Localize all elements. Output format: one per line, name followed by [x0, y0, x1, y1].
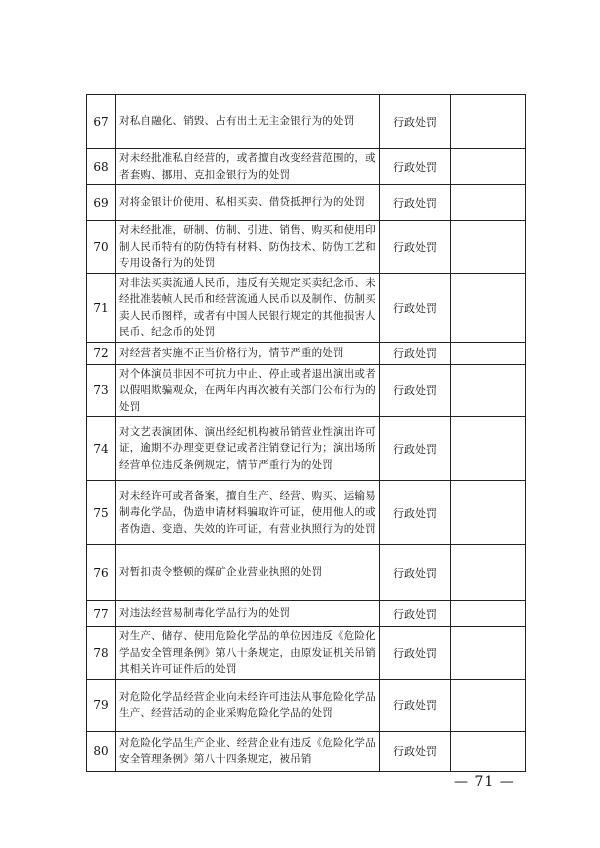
- row-description: 对未经批准，研制、仿制、引进、销售、购买和使用印制人民币特有的防伪特有材料、防伪技术、防伪工艺和专用设备行为的处罚: [116, 221, 380, 274]
- row-type: 行政处罚: [380, 481, 451, 545]
- row-description: 对违法经营易制毒化学品行为的处罚: [116, 601, 380, 627]
- row-type: 行政处罚: [380, 545, 451, 601]
- row-blank-cell: [451, 364, 526, 417]
- row-number: 68: [87, 149, 116, 185]
- row-description: 对未经批准私自经营的，或者擅自改变经营范围的，或者套购、挪用、克扣金银行为的处罚: [116, 149, 380, 185]
- table-row: [87, 342, 526, 364]
- row-number: 73: [87, 364, 116, 417]
- row-type: 行政处罚: [380, 627, 451, 680]
- row-blank-cell: [451, 417, 526, 481]
- row-type: 行政处罚: [380, 417, 451, 481]
- row-blank-cell: [451, 481, 526, 545]
- row-number: 80: [87, 731, 116, 771]
- row-description: 对暂扣责令整顿的煤矿企业营业执照的处罚: [116, 545, 380, 601]
- row-type: 行政处罚: [380, 221, 451, 274]
- row-number: 78: [87, 627, 116, 680]
- row-type: 行政处罚: [380, 273, 451, 342]
- row-description: 对文艺表演团体、演出经纪机构被吊销营业性演出许可证，逾期不办理变更登记或者注销登记行为；演出场所经营单位违反条例规定，情节严重行为的处罚: [116, 417, 380, 481]
- row-blank-cell: [451, 273, 526, 342]
- table-row: [87, 149, 526, 185]
- row-description: 对经营者实施不正当价格行为，情节严重的处罚: [116, 342, 380, 364]
- row-description: 对个体演员非因不可抗力中止、停止或者退出演出或者以假唱欺骗观众，在两年内再次被有关部门公布行为的处罚: [116, 364, 380, 417]
- row-blank-cell: [451, 601, 526, 627]
- row-blank-cell: [451, 545, 526, 601]
- row-description: 对危险化学品经营企业向未经许可违法从事危险化学品生产、经营活动的企业采购危险化学品的处罚: [116, 679, 380, 731]
- row-blank-cell: [451, 627, 526, 680]
- row-number: 75: [87, 481, 116, 545]
- row-type: 行政处罚: [380, 601, 451, 627]
- row-number: 77: [87, 601, 116, 627]
- row-description: 对私自融化、销毁、占有出土无主金银行为的处罚: [116, 95, 380, 149]
- row-number: 72: [87, 342, 116, 364]
- row-type: 行政处罚: [380, 731, 451, 771]
- row-type: 行政处罚: [380, 185, 451, 221]
- row-type: 行政处罚: [380, 95, 451, 149]
- table-row: [87, 221, 526, 274]
- row-description: 对将金银计价使用、私相买卖、借贷抵押行为的处罚: [116, 185, 380, 221]
- row-number: 79: [87, 679, 116, 731]
- table-row: [87, 679, 526, 731]
- row-blank-cell: [451, 221, 526, 274]
- enforcement-items-table: [86, 94, 526, 772]
- row-description: 对未经许可或者备案，擅自生产、经营、购买、运输易制毒化学品，伪造申请材料骗取许可证，使用他人的或者伪造、变造、失效的许可证，有营业执照行为的处罚: [116, 481, 380, 545]
- row-blank-cell: [451, 679, 526, 731]
- row-blank-cell: [451, 149, 526, 185]
- row-number: 70: [87, 221, 116, 274]
- row-type: 行政处罚: [380, 679, 451, 731]
- table-row: [87, 481, 526, 545]
- table-row: [87, 185, 526, 221]
- table-row: [87, 273, 526, 342]
- table-row: [87, 95, 526, 149]
- table-row: [87, 417, 526, 481]
- row-type: 行政处罚: [380, 342, 451, 364]
- row-number: 71: [87, 273, 116, 342]
- row-description: 对非法买卖流通人民币，违反有关规定买卖纪念币、未经批准装帧人民币和经营流通人民币以及制作、仿制买卖人民币图样，或者有中国人民银行规定的其他损害人民币、纪念币的处罚: [116, 273, 380, 342]
- row-number: 74: [87, 417, 116, 481]
- row-number: 76: [87, 545, 116, 601]
- row-number: 69: [87, 185, 116, 221]
- row-type: 行政处罚: [380, 149, 451, 185]
- row-type: 行政处罚: [380, 364, 451, 417]
- row-blank-cell: [451, 185, 526, 221]
- row-number: 67: [87, 95, 116, 149]
- row-description: 对危险化学品生产企业、经营企业有违反《危险化学品安全管理条例》第八十四条规定，被吊销: [116, 731, 380, 771]
- row-blank-cell: [451, 342, 526, 364]
- table-row: [87, 545, 526, 601]
- table-row: [87, 731, 526, 771]
- table-row: [87, 627, 526, 680]
- page-number: — 71 —: [454, 774, 515, 790]
- table-row: [87, 364, 526, 417]
- row-blank-cell: [451, 731, 526, 771]
- row-description: 对生产、储存、使用危险化学品的单位因违反《危险化学品安全管理条例》第八十条规定，由原发证机关吊销其相关许可证件后的处罚: [116, 627, 380, 680]
- row-blank-cell: [451, 95, 526, 149]
- table-row: [87, 601, 526, 627]
